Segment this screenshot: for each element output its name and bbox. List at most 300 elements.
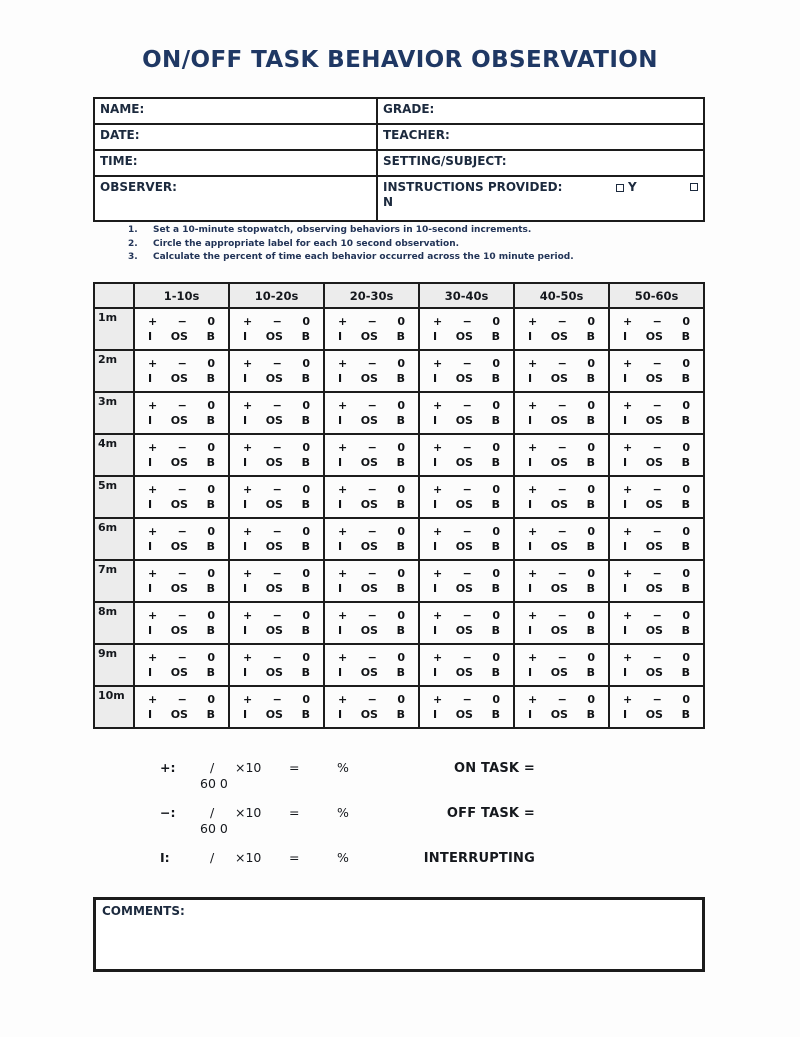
behavior-code-B[interactable]: B xyxy=(396,666,405,679)
behavior-code-0[interactable]: 0 xyxy=(207,609,215,622)
behavior-code-−[interactable]: − xyxy=(557,609,567,622)
behavior-code-OS[interactable]: OS xyxy=(170,414,188,427)
obs-cell-8m-20-30s[interactable] xyxy=(324,602,419,644)
behavior-code-+[interactable]: + xyxy=(243,651,253,664)
behavior-code-0[interactable]: 0 xyxy=(682,357,690,370)
behavior-code-+[interactable]: + xyxy=(623,651,633,664)
behavior-code-+[interactable]: + xyxy=(243,357,253,370)
behavior-code-OS[interactable]: OS xyxy=(170,708,188,721)
behavior-code-OS[interactable]: OS xyxy=(360,330,378,343)
teacher-field-cell[interactable] xyxy=(377,124,704,150)
behavior-code-0[interactable]: 0 xyxy=(397,399,405,412)
behavior-code-OS[interactable]: OS xyxy=(645,372,663,385)
behavior-code-OS[interactable]: OS xyxy=(170,666,188,679)
behavior-code-+[interactable]: + xyxy=(148,651,158,664)
behavior-code-OS[interactable]: OS xyxy=(550,414,568,427)
behavior-code-I[interactable]: I xyxy=(243,540,248,553)
behavior-code-−[interactable]: − xyxy=(462,651,472,664)
behavior-code-+[interactable]: + xyxy=(243,693,253,706)
behavior-code-+[interactable]: + xyxy=(623,357,633,370)
setting-subject-field-cell[interactable] xyxy=(377,150,704,176)
behavior-code-0[interactable]: 0 xyxy=(492,651,500,664)
behavior-code-I[interactable]: I xyxy=(338,414,343,427)
behavior-code-+[interactable]: + xyxy=(148,693,158,706)
behavior-code-B[interactable]: B xyxy=(586,498,595,511)
obs-cell-2m-50-60s[interactable] xyxy=(609,350,704,392)
obs-cell-10m-30-40s[interactable] xyxy=(419,686,514,728)
behavior-code-+[interactable]: + xyxy=(243,567,253,580)
behavior-code-+[interactable]: + xyxy=(148,525,158,538)
behavior-code-0[interactable]: 0 xyxy=(587,525,595,538)
behavior-code-B[interactable]: B xyxy=(206,456,215,469)
behavior-code-OS[interactable]: OS xyxy=(455,708,473,721)
behavior-code-OS[interactable]: OS xyxy=(455,456,473,469)
behavior-code-B[interactable]: B xyxy=(301,624,310,637)
behavior-code-−[interactable]: − xyxy=(557,693,567,706)
behavior-code-−[interactable]: − xyxy=(652,399,662,412)
behavior-code-B[interactable]: B xyxy=(206,708,215,721)
behavior-code-+[interactable]: + xyxy=(148,357,158,370)
behavior-code-−[interactable]: − xyxy=(557,483,567,496)
behavior-code-−[interactable]: − xyxy=(557,441,567,454)
behavior-code-B[interactable]: B xyxy=(396,582,405,595)
obs-cell-10m-40-50s[interactable] xyxy=(514,686,609,728)
behavior-code-0[interactable]: 0 xyxy=(207,651,215,664)
yes-checkbox-icon[interactable] xyxy=(616,184,624,192)
obs-cell-9m-1-10s[interactable] xyxy=(134,644,229,686)
behavior-code-+[interactable]: + xyxy=(338,483,348,496)
behavior-code-OS[interactable]: OS xyxy=(170,540,188,553)
behavior-code-I[interactable]: I xyxy=(433,456,438,469)
obs-cell-7m-10-20s[interactable] xyxy=(229,560,324,602)
behavior-code-0[interactable]: 0 xyxy=(397,441,405,454)
behavior-code-OS[interactable]: OS xyxy=(550,582,568,595)
behavior-code-0[interactable]: 0 xyxy=(587,609,595,622)
time-field-cell[interactable] xyxy=(94,150,377,176)
obs-cell-7m-20-30s[interactable] xyxy=(324,560,419,602)
behavior-code-+[interactable]: + xyxy=(528,567,538,580)
obs-cell-3m-50-60s[interactable] xyxy=(609,392,704,434)
behavior-code-OS[interactable]: OS xyxy=(360,582,378,595)
behavior-code-OS[interactable]: OS xyxy=(645,582,663,595)
behavior-code-I[interactable]: I xyxy=(433,372,438,385)
behavior-code-+[interactable]: + xyxy=(623,609,633,622)
behavior-code-B[interactable]: B xyxy=(681,414,690,427)
behavior-code-B[interactable]: B xyxy=(206,498,215,511)
behavior-code-−[interactable]: − xyxy=(177,567,187,580)
behavior-code-0[interactable]: 0 xyxy=(682,693,690,706)
behavior-code-B[interactable]: B xyxy=(586,456,595,469)
behavior-code-0[interactable]: 0 xyxy=(492,399,500,412)
behavior-code-I[interactable]: I xyxy=(528,456,533,469)
obs-cell-2m-40-50s[interactable] xyxy=(514,350,609,392)
behavior-code-I[interactable]: I xyxy=(433,330,438,343)
behavior-code-OS[interactable]: OS xyxy=(455,540,473,553)
behavior-code-B[interactable]: B xyxy=(491,708,500,721)
behavior-code-I[interactable]: I xyxy=(623,624,628,637)
observer-field-cell[interactable] xyxy=(94,176,377,221)
behavior-code-−[interactable]: − xyxy=(557,399,567,412)
behavior-code-0[interactable]: 0 xyxy=(682,399,690,412)
behavior-code-B[interactable]: B xyxy=(681,330,690,343)
behavior-code-0[interactable]: 0 xyxy=(302,483,310,496)
obs-cell-4m-40-50s[interactable] xyxy=(514,434,609,476)
behavior-code-−[interactable]: − xyxy=(652,441,662,454)
behavior-code-B[interactable]: B xyxy=(206,582,215,595)
behavior-code-B[interactable]: B xyxy=(491,414,500,427)
behavior-code-−[interactable]: − xyxy=(367,567,377,580)
behavior-code-I[interactable]: I xyxy=(623,708,628,721)
comments-box[interactable] xyxy=(93,897,705,972)
behavior-code-+[interactable]: + xyxy=(623,567,633,580)
obs-cell-5m-30-40s[interactable] xyxy=(419,476,514,518)
behavior-code-B[interactable]: B xyxy=(396,540,405,553)
behavior-code-0[interactable]: 0 xyxy=(682,567,690,580)
behavior-code-OS[interactable]: OS xyxy=(360,372,378,385)
obs-cell-3m-20-30s[interactable] xyxy=(324,392,419,434)
behavior-code-+[interactable]: + xyxy=(623,525,633,538)
behavior-code-OS[interactable]: OS xyxy=(645,666,663,679)
behavior-code-0[interactable]: 0 xyxy=(682,483,690,496)
behavior-code-B[interactable]: B xyxy=(396,372,405,385)
behavior-code-OS[interactable]: OS xyxy=(265,498,283,511)
behavior-code-B[interactable]: B xyxy=(301,414,310,427)
behavior-code-0[interactable]: 0 xyxy=(587,483,595,496)
behavior-code-OS[interactable]: OS xyxy=(265,624,283,637)
obs-cell-9m-10-20s[interactable] xyxy=(229,644,324,686)
behavior-code-−[interactable]: − xyxy=(462,609,472,622)
behavior-code-−[interactable]: − xyxy=(367,399,377,412)
behavior-code-+[interactable]: + xyxy=(243,441,253,454)
behavior-code-B[interactable]: B xyxy=(681,498,690,511)
obs-cell-4m-50-60s[interactable] xyxy=(609,434,704,476)
obs-cell-5m-10-20s[interactable] xyxy=(229,476,324,518)
obs-cell-4m-10-20s[interactable] xyxy=(229,434,324,476)
behavior-code-+[interactable]: + xyxy=(148,609,158,622)
obs-cell-5m-1-10s[interactable] xyxy=(134,476,229,518)
behavior-code-−[interactable]: − xyxy=(177,441,187,454)
behavior-code-I[interactable]: I xyxy=(623,498,628,511)
behavior-code-−[interactable]: − xyxy=(367,483,377,496)
behavior-code-I[interactable]: I xyxy=(528,372,533,385)
behavior-code-OS[interactable]: OS xyxy=(550,624,568,637)
behavior-code-I[interactable]: I xyxy=(433,624,438,637)
behavior-code-0[interactable]: 0 xyxy=(682,525,690,538)
behavior-code-−[interactable]: − xyxy=(177,315,187,328)
behavior-code-B[interactable]: B xyxy=(301,498,310,511)
behavior-code-B[interactable]: B xyxy=(396,498,405,511)
behavior-code-B[interactable]: B xyxy=(396,456,405,469)
behavior-code-−[interactable]: − xyxy=(177,357,187,370)
behavior-code-+[interactable]: + xyxy=(623,399,633,412)
behavior-code-OS[interactable]: OS xyxy=(645,624,663,637)
behavior-code-−[interactable]: − xyxy=(557,567,567,580)
behavior-code-+[interactable]: + xyxy=(433,567,443,580)
behavior-code-B[interactable]: B xyxy=(681,666,690,679)
behavior-code-0[interactable]: 0 xyxy=(397,567,405,580)
obs-cell-8m-30-40s[interactable] xyxy=(419,602,514,644)
behavior-code-B[interactable]: B xyxy=(396,708,405,721)
behavior-code-I[interactable]: I xyxy=(338,624,343,637)
behavior-code-−[interactable]: − xyxy=(272,609,282,622)
obs-cell-2m-20-30s[interactable] xyxy=(324,350,419,392)
obs-cell-1m-40-50s[interactable] xyxy=(514,308,609,350)
obs-cell-7m-30-40s[interactable] xyxy=(419,560,514,602)
behavior-code-0[interactable]: 0 xyxy=(682,441,690,454)
obs-cell-9m-50-60s[interactable] xyxy=(609,644,704,686)
behavior-code-I[interactable]: I xyxy=(338,456,343,469)
behavior-code-−[interactable]: − xyxy=(367,651,377,664)
behavior-code-I[interactable]: I xyxy=(148,624,153,637)
behavior-code-−[interactable]: − xyxy=(652,525,662,538)
behavior-code-OS[interactable]: OS xyxy=(170,582,188,595)
obs-cell-4m-20-30s[interactable] xyxy=(324,434,419,476)
behavior-code-OS[interactable]: OS xyxy=(550,498,568,511)
behavior-code-+[interactable]: + xyxy=(338,651,348,664)
behavior-code-OS[interactable]: OS xyxy=(265,540,283,553)
behavior-code-+[interactable]: + xyxy=(528,693,538,706)
obs-cell-1m-50-60s[interactable] xyxy=(609,308,704,350)
behavior-code-B[interactable]: B xyxy=(206,330,215,343)
behavior-code-I[interactable]: I xyxy=(433,498,438,511)
behavior-code-−[interactable]: − xyxy=(652,651,662,664)
obs-cell-9m-20-30s[interactable] xyxy=(324,644,419,686)
behavior-code-−[interactable]: − xyxy=(557,525,567,538)
obs-cell-3m-10-20s[interactable] xyxy=(229,392,324,434)
behavior-code-−[interactable]: − xyxy=(462,483,472,496)
behavior-code-+[interactable]: + xyxy=(528,483,538,496)
behavior-code-B[interactable]: B xyxy=(301,582,310,595)
behavior-code-+[interactable]: + xyxy=(528,357,538,370)
obs-cell-7m-50-60s[interactable] xyxy=(609,560,704,602)
behavior-code-OS[interactable]: OS xyxy=(360,456,378,469)
obs-cell-9m-40-50s[interactable] xyxy=(514,644,609,686)
behavior-code-OS[interactable]: OS xyxy=(265,582,283,595)
behavior-code-−[interactable]: − xyxy=(557,651,567,664)
behavior-code-0[interactable]: 0 xyxy=(397,315,405,328)
behavior-code-+[interactable]: + xyxy=(243,525,253,538)
behavior-code-OS[interactable]: OS xyxy=(360,624,378,637)
obs-cell-4m-30-40s[interactable] xyxy=(419,434,514,476)
behavior-code-I[interactable]: I xyxy=(148,330,153,343)
behavior-code-+[interactable]: + xyxy=(148,441,158,454)
behavior-code-+[interactable]: + xyxy=(433,399,443,412)
behavior-code-B[interactable]: B xyxy=(396,414,405,427)
behavior-code-0[interactable]: 0 xyxy=(207,315,215,328)
behavior-code-−[interactable]: − xyxy=(462,525,472,538)
obs-cell-3m-40-50s[interactable] xyxy=(514,392,609,434)
date-field-cell[interactable] xyxy=(94,124,377,150)
behavior-code-B[interactable]: B xyxy=(491,456,500,469)
obs-cell-8m-10-20s[interactable] xyxy=(229,602,324,644)
behavior-code-I[interactable]: I xyxy=(528,666,533,679)
grade-field-cell[interactable] xyxy=(377,98,704,124)
behavior-code-B[interactable]: B xyxy=(491,330,500,343)
behavior-code-B[interactable]: B xyxy=(206,540,215,553)
behavior-code-B[interactable]: B xyxy=(491,540,500,553)
behavior-code-OS[interactable]: OS xyxy=(645,708,663,721)
behavior-code-+[interactable]: + xyxy=(148,399,158,412)
behavior-code-+[interactable]: + xyxy=(338,315,348,328)
behavior-code-+[interactable]: + xyxy=(338,525,348,538)
behavior-code-OS[interactable]: OS xyxy=(455,666,473,679)
behavior-code-−[interactable]: − xyxy=(272,399,282,412)
behavior-code-+[interactable]: + xyxy=(623,441,633,454)
behavior-code-0[interactable]: 0 xyxy=(587,315,595,328)
behavior-code-−[interactable]: − xyxy=(652,693,662,706)
behavior-code-−[interactable]: − xyxy=(272,525,282,538)
behavior-code-I[interactable]: I xyxy=(243,708,248,721)
behavior-code-0[interactable]: 0 xyxy=(492,609,500,622)
behavior-code-−[interactable]: − xyxy=(367,609,377,622)
behavior-code-OS[interactable]: OS xyxy=(550,372,568,385)
behavior-code-OS[interactable]: OS xyxy=(265,708,283,721)
behavior-code-+[interactable]: + xyxy=(243,315,253,328)
obs-cell-6m-10-20s[interactable] xyxy=(229,518,324,560)
obs-cell-2m-30-40s[interactable] xyxy=(419,350,514,392)
behavior-code-B[interactable]: B xyxy=(586,582,595,595)
behavior-code-I[interactable]: I xyxy=(623,414,628,427)
obs-cell-5m-20-30s[interactable] xyxy=(324,476,419,518)
no-checkbox-icon[interactable] xyxy=(690,183,698,191)
behavior-code-I[interactable]: I xyxy=(433,708,438,721)
behavior-code-−[interactable]: − xyxy=(462,441,472,454)
behavior-code-0[interactable]: 0 xyxy=(397,525,405,538)
behavior-code-−[interactable]: − xyxy=(557,315,567,328)
behavior-code-0[interactable]: 0 xyxy=(492,525,500,538)
behavior-code-OS[interactable]: OS xyxy=(455,498,473,511)
behavior-code-B[interactable]: B xyxy=(586,330,595,343)
behavior-code-+[interactable]: + xyxy=(433,441,443,454)
behavior-code-−[interactable]: − xyxy=(462,693,472,706)
behavior-code-0[interactable]: 0 xyxy=(302,525,310,538)
behavior-code-OS[interactable]: OS xyxy=(550,666,568,679)
behavior-code-I[interactable]: I xyxy=(148,456,153,469)
obs-cell-1m-10-20s[interactable] xyxy=(229,308,324,350)
behavior-code-+[interactable]: + xyxy=(148,567,158,580)
behavior-code-I[interactable]: I xyxy=(433,582,438,595)
behavior-code-B[interactable]: B xyxy=(586,624,595,637)
behavior-code-B[interactable]: B xyxy=(301,666,310,679)
behavior-code-OS[interactable]: OS xyxy=(360,498,378,511)
behavior-code-B[interactable]: B xyxy=(301,330,310,343)
behavior-code-−[interactable]: − xyxy=(367,441,377,454)
behavior-code-0[interactable]: 0 xyxy=(492,441,500,454)
behavior-code-I[interactable]: I xyxy=(243,414,248,427)
obs-cell-10m-50-60s[interactable] xyxy=(609,686,704,728)
behavior-code-B[interactable]: B xyxy=(681,540,690,553)
behavior-code-B[interactable]: B xyxy=(491,666,500,679)
behavior-code-I[interactable]: I xyxy=(243,624,248,637)
behavior-code-−[interactable]: − xyxy=(272,441,282,454)
behavior-code-OS[interactable]: OS xyxy=(360,708,378,721)
behavior-code-OS[interactable]: OS xyxy=(645,456,663,469)
behavior-code-B[interactable]: B xyxy=(206,666,215,679)
behavior-code-I[interactable]: I xyxy=(623,330,628,343)
behavior-code-−[interactable]: − xyxy=(272,315,282,328)
behavior-code-I[interactable]: I xyxy=(623,666,628,679)
behavior-code-I[interactable]: I xyxy=(528,414,533,427)
behavior-code-I[interactable]: I xyxy=(528,498,533,511)
behavior-code-I[interactable]: I xyxy=(338,540,343,553)
behavior-code-OS[interactable]: OS xyxy=(170,330,188,343)
behavior-code-OS[interactable]: OS xyxy=(360,540,378,553)
behavior-code-I[interactable]: I xyxy=(623,456,628,469)
behavior-code-B[interactable]: B xyxy=(586,540,595,553)
behavior-code-B[interactable]: B xyxy=(206,624,215,637)
behavior-code-OS[interactable]: OS xyxy=(265,666,283,679)
behavior-code-+[interactable]: + xyxy=(433,357,443,370)
obs-cell-10m-10-20s[interactable] xyxy=(229,686,324,728)
obs-cell-8m-40-50s[interactable] xyxy=(514,602,609,644)
behavior-code-−[interactable]: − xyxy=(652,483,662,496)
behavior-code-+[interactable]: + xyxy=(338,399,348,412)
behavior-code-0[interactable]: 0 xyxy=(492,315,500,328)
behavior-code-B[interactable]: B xyxy=(491,498,500,511)
behavior-code-OS[interactable]: OS xyxy=(645,540,663,553)
behavior-code-−[interactable]: − xyxy=(462,357,472,370)
behavior-code-−[interactable]: − xyxy=(652,357,662,370)
behavior-code-B[interactable]: B xyxy=(301,372,310,385)
behavior-code-I[interactable]: I xyxy=(243,456,248,469)
behavior-code-B[interactable]: B xyxy=(586,708,595,721)
obs-cell-3m-1-10s[interactable] xyxy=(134,392,229,434)
behavior-code-0[interactable]: 0 xyxy=(207,525,215,538)
behavior-code-0[interactable]: 0 xyxy=(492,693,500,706)
behavior-code-−[interactable]: − xyxy=(177,399,187,412)
behavior-code-I[interactable]: I xyxy=(623,540,628,553)
behavior-code-−[interactable]: − xyxy=(462,315,472,328)
behavior-code-B[interactable]: B xyxy=(206,372,215,385)
behavior-code-+[interactable]: + xyxy=(433,693,443,706)
obs-cell-10m-20-30s[interactable] xyxy=(324,686,419,728)
behavior-code-+[interactable]: + xyxy=(528,651,538,664)
behavior-code-0[interactable]: 0 xyxy=(302,441,310,454)
behavior-code-−[interactable]: − xyxy=(367,525,377,538)
behavior-code-B[interactable]: B xyxy=(681,624,690,637)
behavior-code-OS[interactable]: OS xyxy=(645,498,663,511)
behavior-code-I[interactable]: I xyxy=(243,330,248,343)
behavior-code-0[interactable]: 0 xyxy=(397,651,405,664)
behavior-code-−[interactable]: − xyxy=(557,357,567,370)
obs-cell-8m-50-60s[interactable] xyxy=(609,602,704,644)
behavior-code-0[interactable]: 0 xyxy=(302,357,310,370)
behavior-code-+[interactable]: + xyxy=(528,525,538,538)
behavior-code-+[interactable]: + xyxy=(528,315,538,328)
behavior-code-0[interactable]: 0 xyxy=(587,567,595,580)
obs-cell-10m-1-10s[interactable] xyxy=(134,686,229,728)
obs-cell-6m-1-10s[interactable] xyxy=(134,518,229,560)
behavior-code-OS[interactable]: OS xyxy=(455,414,473,427)
obs-cell-2m-1-10s[interactable] xyxy=(134,350,229,392)
behavior-code-I[interactable]: I xyxy=(433,540,438,553)
behavior-code-0[interactable]: 0 xyxy=(207,357,215,370)
behavior-code-I[interactable]: I xyxy=(148,582,153,595)
behavior-code-0[interactable]: 0 xyxy=(302,609,310,622)
behavior-code-OS[interactable]: OS xyxy=(455,582,473,595)
behavior-code-I[interactable]: I xyxy=(528,330,533,343)
behavior-code-0[interactable]: 0 xyxy=(302,399,310,412)
behavior-code-+[interactable]: + xyxy=(528,399,538,412)
behavior-code-−[interactable]: − xyxy=(652,567,662,580)
behavior-code-+[interactable]: + xyxy=(433,315,443,328)
behavior-code-+[interactable]: + xyxy=(623,693,633,706)
obs-cell-6m-40-50s[interactable] xyxy=(514,518,609,560)
behavior-code-+[interactable]: + xyxy=(338,693,348,706)
behavior-code-−[interactable]: − xyxy=(462,399,472,412)
obs-cell-4m-1-10s[interactable] xyxy=(134,434,229,476)
behavior-code-OS[interactable]: OS xyxy=(645,330,663,343)
